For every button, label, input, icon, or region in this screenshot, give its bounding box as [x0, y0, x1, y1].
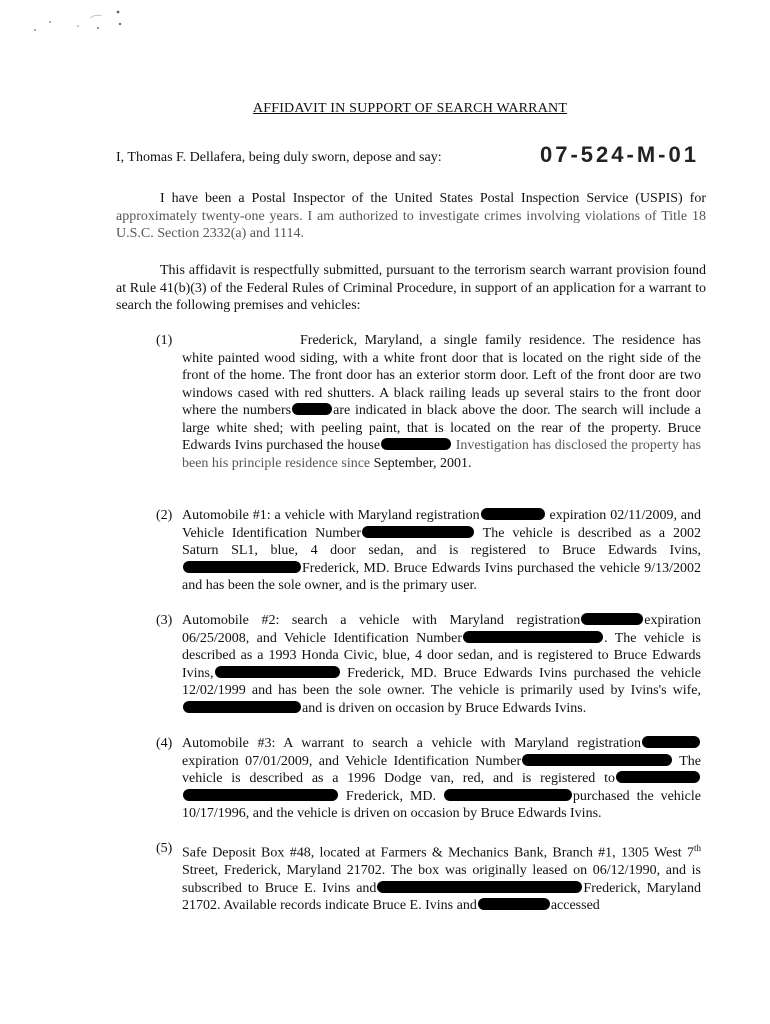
item3-text-f: Edwards Ivins, [182, 648, 701, 681]
item-number: (1) [156, 333, 173, 348]
item3-text-b: expiration [644, 613, 701, 628]
item3-text-d: . The vehicle [604, 630, 685, 646]
item3-text-g: Frederick, MD. Bruce Edwards Ivins purchased [347, 665, 631, 681]
item1-text-e: stairs to the front door where the numbers [182, 385, 702, 418]
redaction-bar [522, 754, 672, 766]
para1-line2: approximately twenty-one years. I am authorized to investigate crimes involving violations of [116, 208, 657, 224]
redaction-bar [377, 881, 582, 893]
item5-text-c: Street, Frederick, Maryland 21702. The box was originally leased on 06/12/1990, [182, 863, 661, 879]
redaction-bar [642, 736, 700, 748]
list-item-residence [156, 332, 701, 472]
redaction-bar [292, 403, 332, 415]
redaction-bar [183, 561, 301, 573]
item1-text-j: September, 2001. [373, 455, 472, 471]
item1-text-b: has white painted wood siding, with a white front door that is located on the right [182, 333, 701, 366]
redaction-bar [478, 898, 550, 910]
item5-text-d: and is subscribed to Bruce E. Ivins and [182, 863, 702, 896]
item3-text-j: and is driven on occasion by Bruce Edwards Ivins. [302, 700, 587, 716]
item2-text-a: Automobile #1: a vehicle with Maryland registration [182, 508, 480, 523]
item1-text-h: on the rear of the property. Bruce Edwards Ivins purchased the house [182, 420, 701, 453]
affiant-intro: I, Thomas F. Dellafera, being duly sworn, depose and say: [116, 150, 442, 165]
item2-text-h: the vehicle 9/13/2002 and has been the sole owner, and is the primary user. [182, 560, 701, 593]
redaction-bar [463, 631, 603, 643]
scan-artifact-marks [30, 8, 130, 38]
item5-text-e: Frederick, [583, 880, 641, 896]
paragraph-purpose [116, 262, 706, 315]
item2-text-f: Edwards Ivins, [607, 543, 702, 558]
document-title: AFFIDAVIT IN SUPPORT OF SEARCH WARRANT [252, 101, 568, 116]
item2-text-c: 02/11/2009, and Vehicle Identification Number [182, 508, 702, 541]
item5-text-b: 7 [687, 845, 694, 861]
redaction-bar [381, 438, 451, 450]
list-item-automobile-1 [156, 507, 701, 595]
item3-text-e: is described as a 1993 Honda Civic, blue, 4 door sedan, and is registered to Bruce [182, 630, 702, 663]
item3-text-c: 06/25/2008, and Vehicle Identification Number [182, 630, 463, 646]
list-item-automobile-2 [156, 612, 701, 717]
item5-text-a: Safe Deposit Box #48, located at Farmers & Mechanics Bank, Branch #1, 1305 West [182, 845, 682, 861]
redaction-bar [581, 613, 643, 625]
item-number: (2) [156, 508, 173, 523]
redaction-bar [183, 789, 338, 801]
item2-text-g: Frederick, MD. Bruce Edwards Ivins purchased [302, 560, 574, 576]
item5-text-g: accessed [550, 898, 600, 914]
para2-line2: found at Rule 41(b)(3) of the Federal Rules of Criminal Procedure, in support of an application [116, 263, 707, 296]
redaction-bar [444, 789, 572, 801]
item3-text-i: Ivins's wife, [630, 683, 702, 698]
redaction-bar [616, 771, 700, 783]
redaction-bar [481, 508, 545, 520]
item-number: (5) [156, 841, 173, 856]
para2-line1: This affidavit is respectfully submitted, pursuant to the terrorism search warrant provision [160, 263, 670, 278]
item4-text-e: purchased the vehicle [572, 788, 702, 804]
paragraph-qualifications [116, 190, 706, 243]
redaction-bar [215, 666, 340, 678]
item2-text-e: is described as a 2002 Saturn SL1, blue, 4 door sedan, and is registered to Bruce [182, 525, 702, 558]
item-number: (4) [156, 736, 173, 751]
item4-text-a: Automobile #3: A warrant to search a vehicle with Maryland registration [182, 736, 641, 751]
para2-line3: for a warrant to search the following premises and vehicles: [116, 280, 707, 313]
item-number: (3) [156, 613, 173, 628]
item4-text-f: 10/17/1996, and the vehicle is driven on occasion by Bruce Edwards Ivins. [182, 806, 602, 821]
redaction-bar [183, 701, 301, 713]
item4-text-b: expiration 07/01/2009, and Vehicle Identification Number [182, 753, 522, 769]
ordinal-suffix: th [694, 843, 702, 853]
para1-line1: I have been a Postal Inspector of the United States Postal Inspection Service (USPIS) for [160, 191, 706, 206]
item4-text-d: Frederick, MD. [345, 788, 437, 804]
item2-text-b: expiration [549, 508, 607, 523]
item5-text-f: Maryland 21702. Available records indicate Bruce E. Ivins and [182, 880, 702, 914]
item4-text-c: The vehicle is described as a 1996 Dodge van, red, and is registered to [182, 753, 701, 786]
item1-text-c: side of the front of the home. The front door has an exterior storm door. Left of the [182, 350, 701, 383]
item1-text-g: door. The search will include a large white shed; with peeling paint, that is located [182, 403, 702, 436]
item3-text-a: Automobile #2: search a vehicle with Maryland registration [182, 613, 581, 628]
case-number-stamp: 07-524-M-01 [540, 142, 699, 167]
list-item-safe-deposit-box [156, 840, 701, 915]
para1-line3: Title 18 U.S.C. Section 2332(a) and 1114. [116, 208, 706, 241]
redaction-bar [362, 526, 474, 538]
item1-text-d: front door are two windows cased with red shutters. A black railing leads up several [182, 368, 701, 401]
item2-text-d: The vehicle [482, 525, 553, 541]
list-item-automobile-3 [156, 735, 701, 823]
item1-text-a: Frederick, Maryland, a single family residence. The residence [300, 333, 675, 348]
item3-text-h: the vehicle 12/02/1999 and has been the sole owner. The vehicle is primarily used by [182, 665, 702, 698]
item1-text-f: are indicated in black above the [333, 403, 518, 418]
item1-text-i: Investigation has disclosed the property has been his principle residence since [182, 438, 702, 471]
